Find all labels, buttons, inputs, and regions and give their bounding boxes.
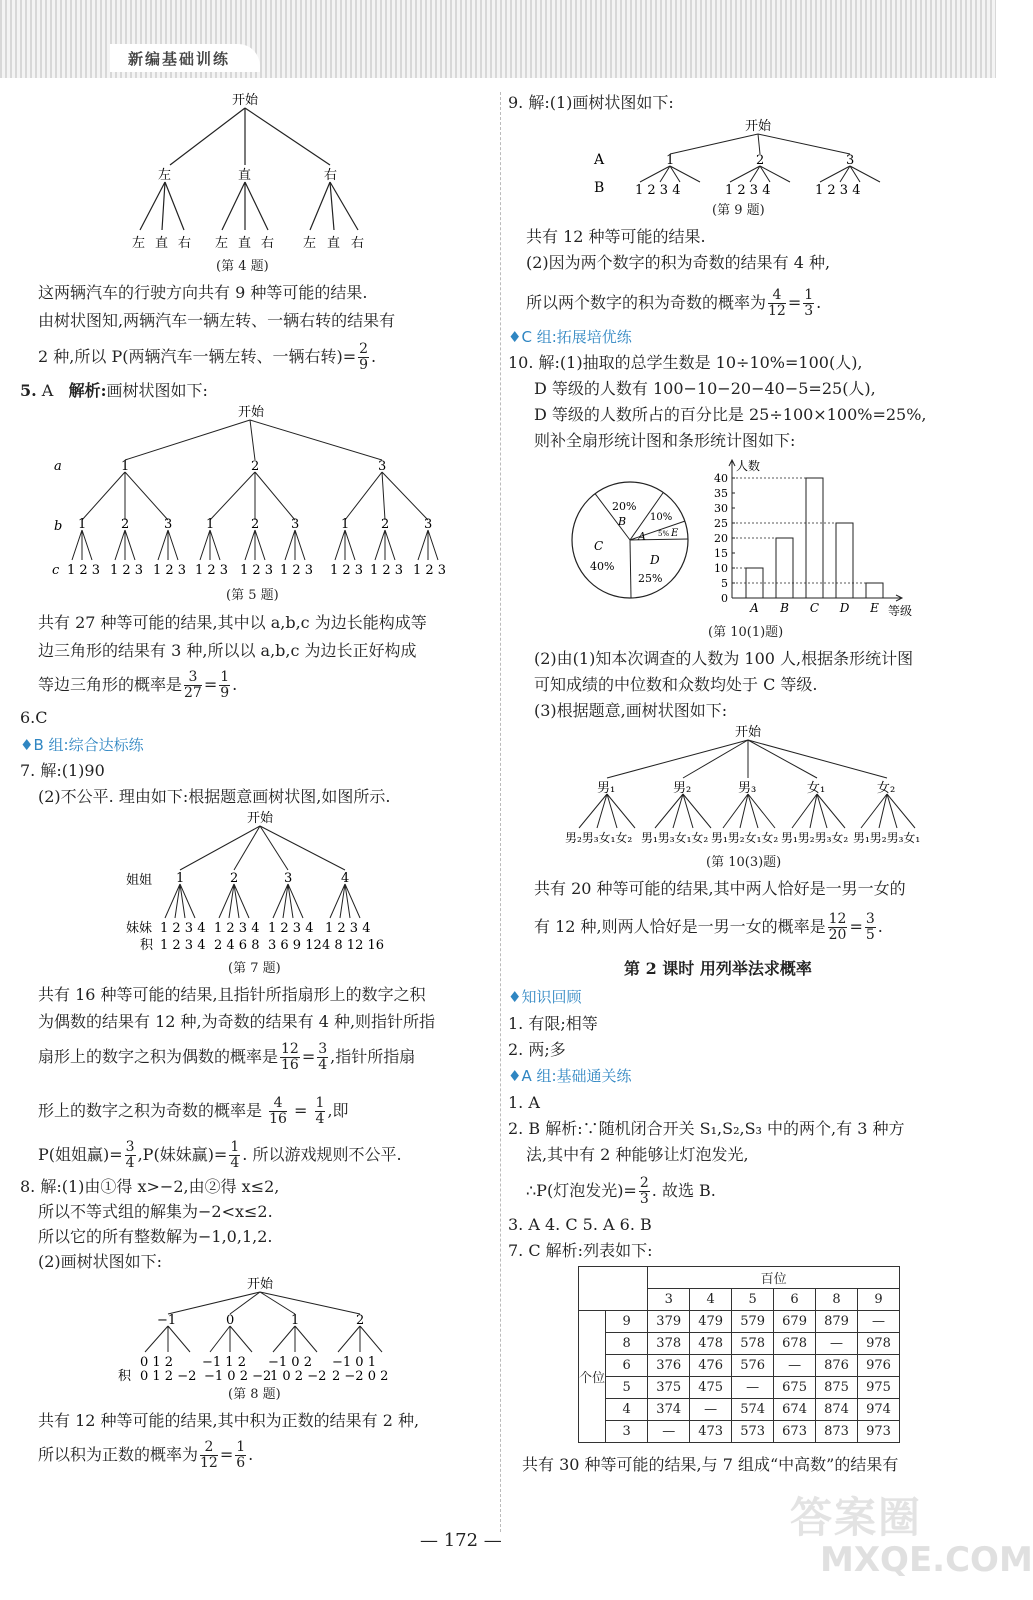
q4-node: 直 (238, 168, 252, 183)
svg-text:妹妹: 妹妹 (126, 921, 153, 936)
svg-text:积: 积 (118, 1369, 132, 1384)
q5-caption: (第 5 题) (226, 588, 279, 603)
svg-text:男₂男₃女₁女₂: 男₂男₃女₁女₂ (565, 831, 633, 845)
table-col-header-row: 3 4 5 6 8 9 (579, 1289, 900, 1311)
a3-answers: 3. A 4. C 5. A 6. B (508, 1215, 652, 1234)
svg-text:1 2 3: 1 2 3 (195, 563, 229, 578)
q5-line: 共有 27 种等可能的结果,其中以 a,b,c 为边长能构成等 (38, 613, 427, 632)
bar-D (836, 523, 853, 598)
table-row: 5 375 475 — 675 875 975 (579, 1377, 900, 1399)
q10-line: 10. 解:(1)抽取的总学生数是 10÷10%=100(人), (508, 353, 863, 372)
section-c-header: ♦C 组:拓展培优练 (508, 328, 632, 346)
review-item: 2. 两;多 (508, 1040, 566, 1059)
bar-E (866, 583, 883, 598)
q5-answer: 等边三角形的概率是 $\frac{3}{27}$ = $\frac{1}{9}$ . (38, 669, 238, 701)
q5-leaf-fans (72, 530, 438, 560)
svg-text:a: a (54, 459, 62, 474)
section-review-header: ♦知识回顾 (508, 988, 582, 1006)
svg-text:1 2 3: 1 2 3 (413, 563, 447, 578)
svg-text:开始: 开始 (735, 725, 762, 740)
svg-text:1 2 3 4: 1 2 3 4 (160, 938, 206, 953)
q9-head: 9. 解:(1)画树状图如下: (508, 93, 674, 112)
svg-text:开始: 开始 (238, 405, 265, 420)
q4-leaf: 左 (132, 236, 146, 251)
table-row: 4 374 — 574 674 874 974 (579, 1399, 900, 1421)
y-tick-label: 10 (714, 562, 728, 575)
svg-text:D: D (650, 553, 660, 567)
x-axis-label: 等级 (888, 604, 913, 618)
q7-line: 扇形上的数字之积为偶数的概率是 $\frac{12}{16}$ = $\frac{3}{4}$ ,指针所指扇 (38, 1041, 416, 1073)
svg-text:2 4 6 8: 2 4 6 8 (214, 938, 260, 953)
svg-text:25%: 25% (638, 572, 663, 585)
svg-text:1 2 3 4: 1 2 3 4 (160, 921, 206, 936)
svg-text:1 2 3: 1 2 3 (240, 563, 274, 578)
bar-C (806, 478, 823, 598)
q4-leaf: 左 (303, 236, 317, 251)
page-number: — 172 — (420, 1530, 502, 1551)
q7-caption: (第 7 题) (228, 961, 281, 976)
svg-text:1 2 3 4: 1 2 3 4 (268, 921, 314, 936)
svg-text:A: A (594, 152, 605, 168)
q4-leaf: 直 (327, 236, 341, 251)
q10-answer: 有 12 种,则两人恰好是一男一女的概率是 $\frac{12}{20}$ = $\frac{3}{5}$ . (534, 911, 883, 943)
svg-text:女₂: 女₂ (877, 781, 896, 796)
svg-text:1 2 3 4: 1 2 3 4 (325, 921, 371, 936)
y-tick-label: 20 (714, 532, 728, 545)
table-top-header: 百位 (648, 1267, 900, 1289)
svg-text:2 −2 0 2: 2 −2 0 2 (332, 1369, 389, 1384)
q8-line: 8. 解:(1)由①得 x>−2,由②得 x≤2, (20, 1177, 280, 1196)
q9-caption: (第 9 题) (712, 203, 765, 218)
q7-line: 为偶数的结果有 12 种,为奇数的结果有 4 种,则指针所指 (38, 1012, 436, 1031)
svg-text:2: 2 (251, 517, 260, 532)
pie-chart (568, 478, 698, 608)
y-tick-label: 5 (721, 577, 728, 590)
svg-text:男₁男₂男₃女₂: 男₁男₂男₃女₂ (781, 831, 849, 845)
a1-answer: 1. A (508, 1093, 540, 1112)
q7-line: P(姐姐赢)= $\frac{3}{4}$ ,P(妹妹赢)= $\frac{1}{4}$ . 所以游戏规则不公平. (38, 1139, 402, 1171)
q10-line: 则补全扇形统计图和条形统计图如下: (534, 431, 796, 450)
a2-line: 2. B 解析:∵随机闭合开关 S₁,S₂,S₃ 中的两个,有 3 种方 (508, 1119, 905, 1138)
q9-tree-diagram (590, 116, 900, 200)
a7-line: 7. C 解析:列表如下: (508, 1241, 653, 1260)
svg-text:积: 积 (140, 938, 154, 953)
x-tick-label: B (780, 601, 789, 615)
y-tick-label: 35 (714, 487, 728, 500)
column-divider (500, 92, 501, 1532)
svg-text:3: 3 (164, 517, 173, 532)
svg-text:40%: 40% (590, 560, 615, 573)
q8-line: (2)画树状图如下: (38, 1252, 163, 1271)
svg-text:0: 0 (226, 1313, 235, 1328)
svg-text:开始: 开始 (247, 811, 274, 826)
q4-caption: (第 4 题) (216, 259, 269, 274)
q8-caption: (第 8 题) (228, 1387, 281, 1402)
svg-text:C: C (594, 539, 604, 553)
y-tick-label: 0 (721, 592, 728, 605)
x-tick-label: A (750, 601, 759, 615)
svg-text:4 8 12 16: 4 8 12 16 (322, 938, 385, 953)
q10-tree-diagram (565, 722, 935, 852)
svg-text:B: B (618, 515, 627, 528)
q8-line: 共有 12 种等可能的结果,其中积为正数的结果有 2 种, (38, 1411, 420, 1430)
q10-tree-caption: (第 10(3)题) (706, 855, 782, 870)
table-row: 6 376 476 576 — 876 976 (579, 1355, 900, 1377)
watermark-url: MXQE.COM (820, 1540, 1033, 1580)
q10-line: (3)根据题意,画树状图如下: (534, 701, 728, 720)
q8-answer: 所以积为正数的概率为 $\frac{2}{12}$ = $\frac{1}{6}$ . (38, 1439, 254, 1471)
svg-text:1 2 3 4: 1 2 3 4 (725, 183, 771, 198)
svg-text:1: 1 (341, 517, 350, 532)
svg-text:2: 2 (230, 871, 239, 886)
svg-text:10%: 10% (650, 512, 673, 523)
a2-answer: ∴P(灯泡发光)= $\frac{2}{3}$ . 故选 B. (526, 1175, 716, 1207)
svg-text:2: 2 (356, 1313, 365, 1328)
q8-tree-diagram (110, 1272, 400, 1382)
svg-text:1 2 3: 1 2 3 (110, 563, 144, 578)
svg-text:1 2 3 4: 1 2 3 4 (635, 183, 681, 198)
svg-text:A: A (638, 530, 646, 543)
table-row: 3 — 473 573 673 873 973 (579, 1421, 900, 1443)
svg-text:b: b (54, 519, 63, 534)
q4-leaf: 左 (215, 236, 229, 251)
q5-head: 5. A 解析:画树状图如下: (20, 381, 208, 400)
q7-head: 7. 解:(1)90 (20, 761, 105, 780)
svg-text:男₁男₂女₁女₂: 男₁男₂女₁女₂ (711, 831, 779, 845)
svg-text:1: 1 (121, 459, 130, 474)
q7-line: 形上的数字之积为奇数的概率是 $\frac{4}{16}$ = $\frac{1}{4}$ ,即 (38, 1095, 349, 1127)
svg-text:−1 1 2: −1 1 2 (202, 1355, 246, 1370)
svg-text:男₂: 男₂ (673, 781, 692, 796)
y-tick-label: 15 (714, 547, 728, 560)
svg-text:男₁男₃女₁女₂: 男₁男₃女₁女₂ (641, 831, 709, 845)
svg-text:1: 1 (206, 517, 215, 532)
y-tick-label: 40 (714, 472, 728, 485)
svg-text:1: 1 (666, 153, 675, 168)
svg-text:1: 1 (176, 871, 185, 886)
table-corner (579, 1267, 648, 1311)
svg-text:1 0 2 −2: 1 0 2 −2 (270, 1369, 327, 1384)
q5-line: 边三角形的结果有 3 种,所以以 a,b,c 为边长正好构成 (38, 641, 417, 660)
q4-leaf: 右 (178, 236, 192, 251)
svg-text:女₁: 女₁ (807, 781, 826, 796)
q10-line: D 等级的人数所占的百分比是 25÷100×100%=25%, (534, 405, 927, 424)
svg-text:1 2 3: 1 2 3 (370, 563, 404, 578)
svg-text:2: 2 (121, 517, 130, 532)
svg-text:2: 2 (251, 459, 260, 474)
section-b-header: ♦B 组:综合达标练 (20, 736, 144, 754)
svg-text:0 1 2: 0 1 2 (140, 1355, 174, 1370)
svg-text:1 2 3: 1 2 3 (153, 563, 187, 578)
svg-text:−1 0 1: −1 0 1 (332, 1355, 376, 1370)
q4-leaf: 直 (238, 236, 252, 251)
q4-leaf: 直 (155, 236, 169, 251)
y-tick-label: 25 (714, 517, 728, 530)
svg-text:3: 3 (284, 871, 293, 886)
svg-text:1: 1 (78, 517, 87, 532)
answer-table (578, 1266, 900, 1443)
svg-text:5%: 5% (658, 530, 670, 538)
q10-line: D 等级的人数有 100−10−20−40−5=25(人), (534, 379, 876, 398)
svg-text:1 2 3 4: 1 2 3 4 (815, 183, 861, 198)
q9-line: 共有 12 种等可能的结果. (526, 227, 706, 246)
q4-node: 左 (158, 168, 172, 183)
q4-node: 右 (324, 168, 338, 183)
svg-text:−1 0 2: −1 0 2 (268, 1355, 312, 1370)
svg-text:开始: 开始 (745, 119, 772, 134)
bar-B (776, 538, 793, 598)
q4-line: 这两辆汽车的行驶方向共有 9 种等可能的结果. (38, 283, 368, 302)
q10-line: 可知成绩的中位数和众数均处于 C 等级. (534, 675, 818, 694)
svg-text:c: c (52, 563, 60, 578)
svg-text:20%: 20% (612, 500, 637, 513)
header-title: 新编基础训练 (128, 50, 231, 68)
q9-answer: 所以两个数字的积为奇数的概率为 $\frac{4}{12}$ = $\frac{1}{3}$ . (526, 287, 822, 319)
q7-tree-diagram (120, 808, 390, 956)
section-a-header: ♦A 组:基础通关练 (508, 1067, 632, 1085)
q5-tree-diagram (50, 402, 470, 582)
svg-text:2: 2 (381, 517, 390, 532)
a2-line: 法,其中有 2 种能够让灯泡发光, (526, 1145, 749, 1164)
svg-text:B: B (594, 180, 605, 196)
review-item: 1. 有限;相等 (508, 1014, 598, 1033)
svg-text:3: 3 (424, 517, 433, 532)
watermark-logo: 答案圈 (790, 1493, 923, 1542)
svg-text:1: 1 (291, 1313, 300, 1328)
svg-text:1 2 3: 1 2 3 (280, 563, 314, 578)
x-tick-label: C (809, 601, 820, 615)
lesson-title: 第 2 课时 用列举法求概率 (624, 959, 812, 978)
svg-text:E: E (671, 528, 679, 539)
y-tick-label: 30 (714, 502, 728, 515)
q4-line: 由树状图知,两辆汽车一辆左转、一辆右转的结果有 (38, 311, 396, 330)
x-tick-label: E (870, 601, 879, 615)
svg-text:1 2 3: 1 2 3 (67, 563, 101, 578)
chart-caption: (第 10(1)题) (708, 625, 784, 640)
svg-text:开始: 开始 (247, 1277, 274, 1292)
svg-text:1 2 3 4: 1 2 3 4 (214, 921, 260, 936)
q8-line: 所以它的所有整数解为−1,0,1,2. (38, 1227, 273, 1246)
q9-line: (2)因为两个数字的积为奇数的结果有 4 种, (526, 253, 831, 272)
q7-line: (2)不公平. 理由如下:根据题意画树状图,如图所示. (38, 787, 391, 806)
q7-line: 共有 16 种等可能的结果,且指针所指扇形上的数字之积 (38, 985, 426, 1004)
svg-text:3: 3 (291, 517, 300, 532)
svg-text:3: 3 (378, 459, 387, 474)
q10-line: 共有 20 种等可能的结果,其中两人恰好是一男一女的 (534, 879, 906, 898)
svg-text:−1 0 2 −2: −1 0 2 −2 (204, 1369, 272, 1384)
svg-text:男₁男₂男₃女₁: 男₁男₂男₃女₁ (853, 831, 921, 845)
table-side-header: 个位 (579, 1311, 606, 1443)
q8-line: 所以不等式组的解集为−2<x≤2. (38, 1202, 273, 1221)
last-line: 共有 30 种等可能的结果,与 7 组成“中高数”的结果有 (522, 1455, 899, 1474)
svg-text:男₃: 男₃ (738, 781, 757, 796)
table-row: 8 378 478 578 678 — 978 (579, 1333, 900, 1355)
table-row: 个位 9 379 479 579 679 879 — (579, 1311, 900, 1333)
q4-leaf: 右 (351, 236, 365, 251)
q4-tree-diagram (120, 90, 380, 260)
svg-text:2: 2 (756, 153, 765, 168)
x-tick-label: D (839, 601, 850, 615)
svg-text:4: 4 (341, 871, 350, 886)
svg-text:3 6 9 12: 3 6 9 12 (268, 938, 322, 953)
svg-text:姐姐: 姐姐 (126, 873, 153, 888)
q4-root: 开始 (232, 93, 259, 108)
svg-text:0 1 2 −2: 0 1 2 −2 (140, 1369, 197, 1384)
svg-text:−1: −1 (157, 1313, 177, 1328)
svg-text:3: 3 (846, 153, 855, 168)
bar-chart (700, 452, 930, 622)
q10-line: (2)由(1)知本次调查的人数为 100 人,根据条形统计图 (534, 649, 914, 668)
q4-answer: 2 种,所以 P(两辆汽车一辆左转、一辆右转)= $\frac{2}{9}$ . (38, 341, 377, 373)
q4-leaf: 右 (261, 236, 275, 251)
svg-text:男₁: 男₁ (597, 781, 616, 796)
y-axis-label: 人数 (736, 459, 761, 473)
q6-answer: 6.C (20, 708, 48, 727)
svg-text:1 2 3: 1 2 3 (330, 563, 364, 578)
